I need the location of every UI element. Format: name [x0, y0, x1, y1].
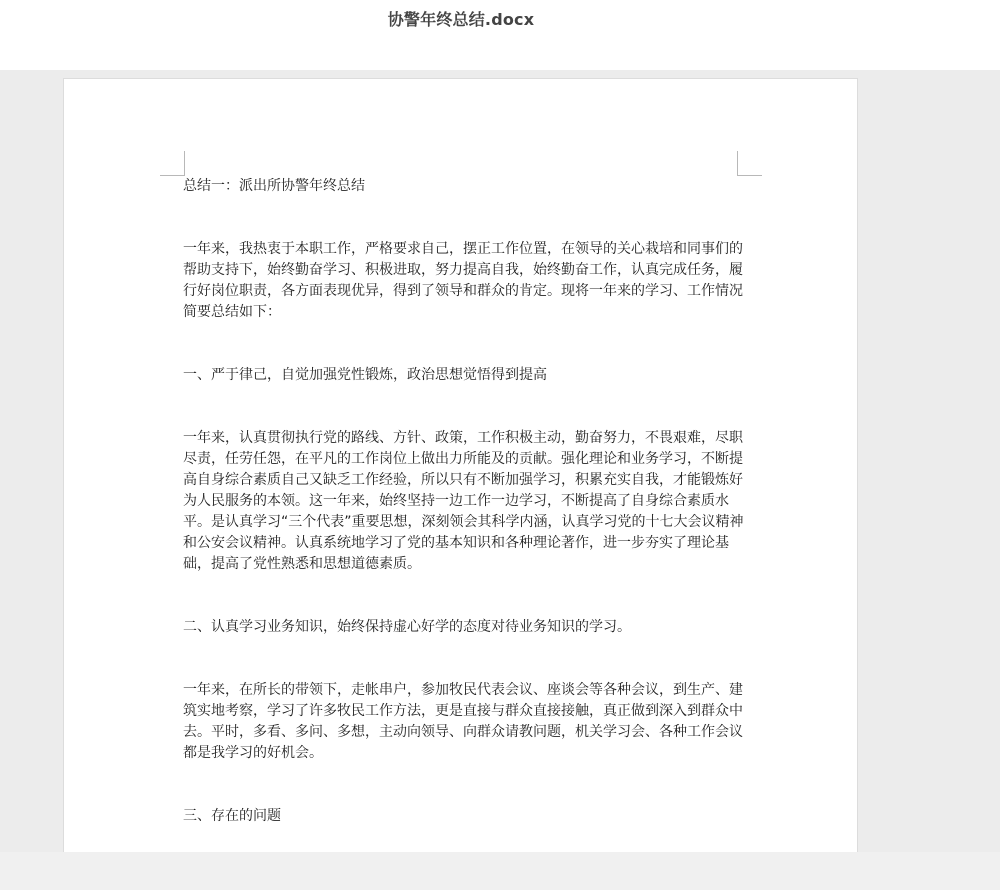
section-paragraph-2: 一年来，在所长的带领下，走帐串户，参加牧民代表会议、座谈会等各种会议，到生产、建筑实地考察，学习了许多牧民工作方法，更是直接与群众直接接触，真正做到深入到群众中去。平时，多看、多问、多想，主动向领导、向群众请教问题，机关学习会、各种工作会议都是我学习的好机会。: [183, 682, 743, 761]
title-bar: [0, 0, 1000, 70]
document-body[interactable]: [183, 176, 745, 852]
section-paragraph-1: 一年来，认真贯彻执行党的路线、方针、政策，工作积极主动，勤奋努力，不畏艰难，尽职尽责，任劳任怨，在平凡的工作岗位上做出力所能及的贡献。强化理论和业务学习，不断提高自身综合素质自己又缺乏工作经验，所以只有不断加强学习，积累充实自我，才能锻炼好为人民服务的本领。这一年来，始终坚持一边工作一边学习，不断提高了自身综合素质水平。是认真学习“三个代表”重要思想，深刻领会其科学内涵，认真学习党的十七大会议精神和公安会议精神。认真系统地学习了党的基本知识和各种理论著作，进一步夯实了理论基础，提高了党性熟悉和思想道德素质。: [183, 430, 744, 572]
margin-corner-top-right: [737, 151, 762, 176]
document-page[interactable]: [63, 78, 858, 852]
document-heading: 总结一：派出所协警年终总结: [183, 178, 365, 194]
margin-corner-top-left: [160, 151, 185, 176]
document-title: 协警年终总结.docx: [387, 10, 535, 29]
section-heading-3: 三、存在的问题: [183, 808, 281, 824]
section-heading-1: 一、严于律己，自觉加强党性锻炼，政治思想觉悟得到提高: [183, 367, 547, 383]
bottom-bar: [0, 852, 1000, 890]
intro-paragraph: 一年来，我热衷于本职工作，严格要求自己，摆正工作位置，在领导的关心栽培和同事们的帮助支持下，始终勤奋学习、积极进取，努力提高自我，始终勤奋工作，认真完成任务，履行好岗位职责，各方面表现优异，得到了领导和群众的肯定。现将一年来的学习、工作情况简要总结如下：: [183, 241, 743, 320]
section-heading-2: 二、认真学习业务知识，始终保持虚心好学的态度对待业务知识的学习。: [183, 619, 631, 635]
